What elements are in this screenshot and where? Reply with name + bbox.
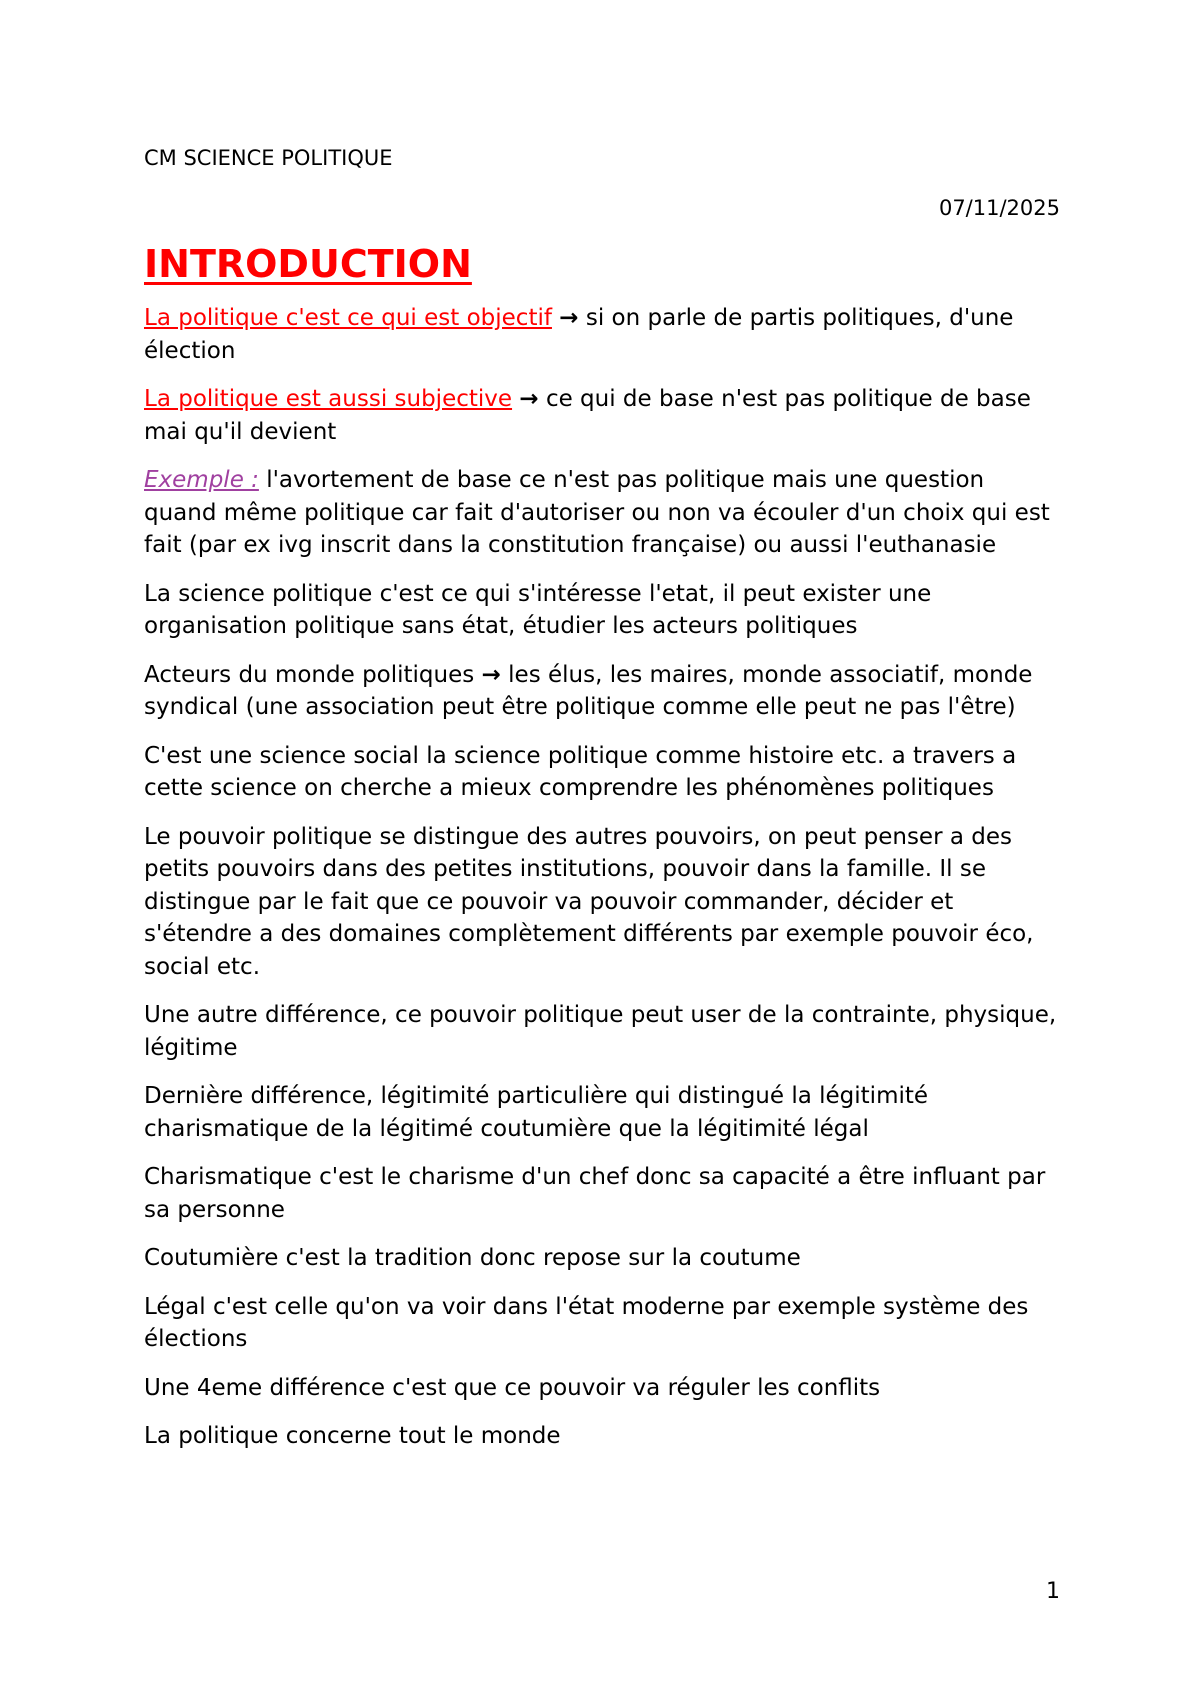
paragraph-subjective bbox=[144, 383, 1060, 448]
example-label: Exemple : bbox=[144, 467, 259, 493]
paragraph-text: ce qui de base n'est pas politique de base mai qu'il devient bbox=[144, 386, 1031, 445]
paragraph-science-politique: La science politique c'est ce qui s'intéresse l'etat, il peut exister une organisation politique sans état, étudier les acteurs politiques bbox=[144, 580, 932, 639]
page-content bbox=[144, 144, 1060, 1469]
paragraph-objective bbox=[144, 302, 1060, 367]
arrow-icon: → bbox=[481, 661, 501, 688]
paragraph-text: si on parle de partis politiques, d'une élection bbox=[144, 305, 1014, 364]
section-heading: INTRODUCTION bbox=[144, 242, 472, 286]
paragraph-legal: Légal c'est celle qu'on va voir dans l'état moderne par exemple système des élections bbox=[144, 1293, 1029, 1352]
paragraph-text: les élus, les maires, monde associatif, monde syndical (une association peut être politique comme elle peut ne pas l'être) bbox=[144, 661, 1033, 720]
paragraph-lead: La politique c'est ce qui est objectif bbox=[144, 305, 552, 331]
paragraph-lead: Acteurs du monde politiques bbox=[144, 661, 482, 688]
paragraph-tout-le-monde: La politique concerne tout le monde bbox=[144, 1423, 561, 1449]
paragraph-acteurs bbox=[144, 659, 1060, 724]
paragraph-science-sociale: C'est une science social la science politique comme histoire etc. a travers a cette science on cherche a mieux comprendre les phénomènes politiques bbox=[144, 742, 1017, 801]
paragraph-charismatique: Charismatique c'est le charisme d'un chef donc sa capacité a être influant par sa personne bbox=[144, 1164, 1046, 1223]
paragraph-conflits: Une 4eme différence c'est que ce pouvoir va réguler les conflits bbox=[144, 1374, 881, 1401]
page-number: 1 bbox=[1046, 1579, 1060, 1604]
arrow-icon: → bbox=[519, 386, 539, 412]
paragraph-pouvoir-politique: Le pouvoir politique se distingue des autres pouvoirs, on peut penser a des petits pouvoirs dans des petites institutions, pouvoir dans la famille. Il se distingue par le fait que ce pouvoir va pouvoir commander, décider et s'étendre a des domaines complètement différents par exemple pouvoir éco, social etc. bbox=[144, 823, 1034, 980]
document-title: CM SCIENCE POLITIQUE bbox=[144, 146, 393, 170]
arrow-icon: → bbox=[559, 305, 579, 331]
paragraph-coutumiere: Coutumière c'est la tradition donc repose sur la coutume bbox=[144, 1245, 801, 1271]
paragraph-text: l'avortement de base ce n'est pas politique mais une question quand même politique car fait d'autoriser ou non va écouler d'un choix qui est fait (par ex ivg inscrit dans la constitution française) ou aussi l'euthanasie bbox=[144, 467, 1050, 558]
paragraph-example bbox=[144, 464, 1060, 562]
paragraph-legitimite: Dernière différence, légitimité particulière qui distingué la légitimité charismatique de la légitimé coutumière que la légitimité légal bbox=[144, 1083, 929, 1142]
document-date: 07/11/2025 bbox=[938, 196, 1060, 220]
paragraph-lead: La politique est aussi subjective bbox=[144, 386, 513, 412]
paragraph-contrainte: Une autre différence, ce pouvoir politique peut user de la contrainte, physique, légitime bbox=[144, 1002, 1057, 1061]
